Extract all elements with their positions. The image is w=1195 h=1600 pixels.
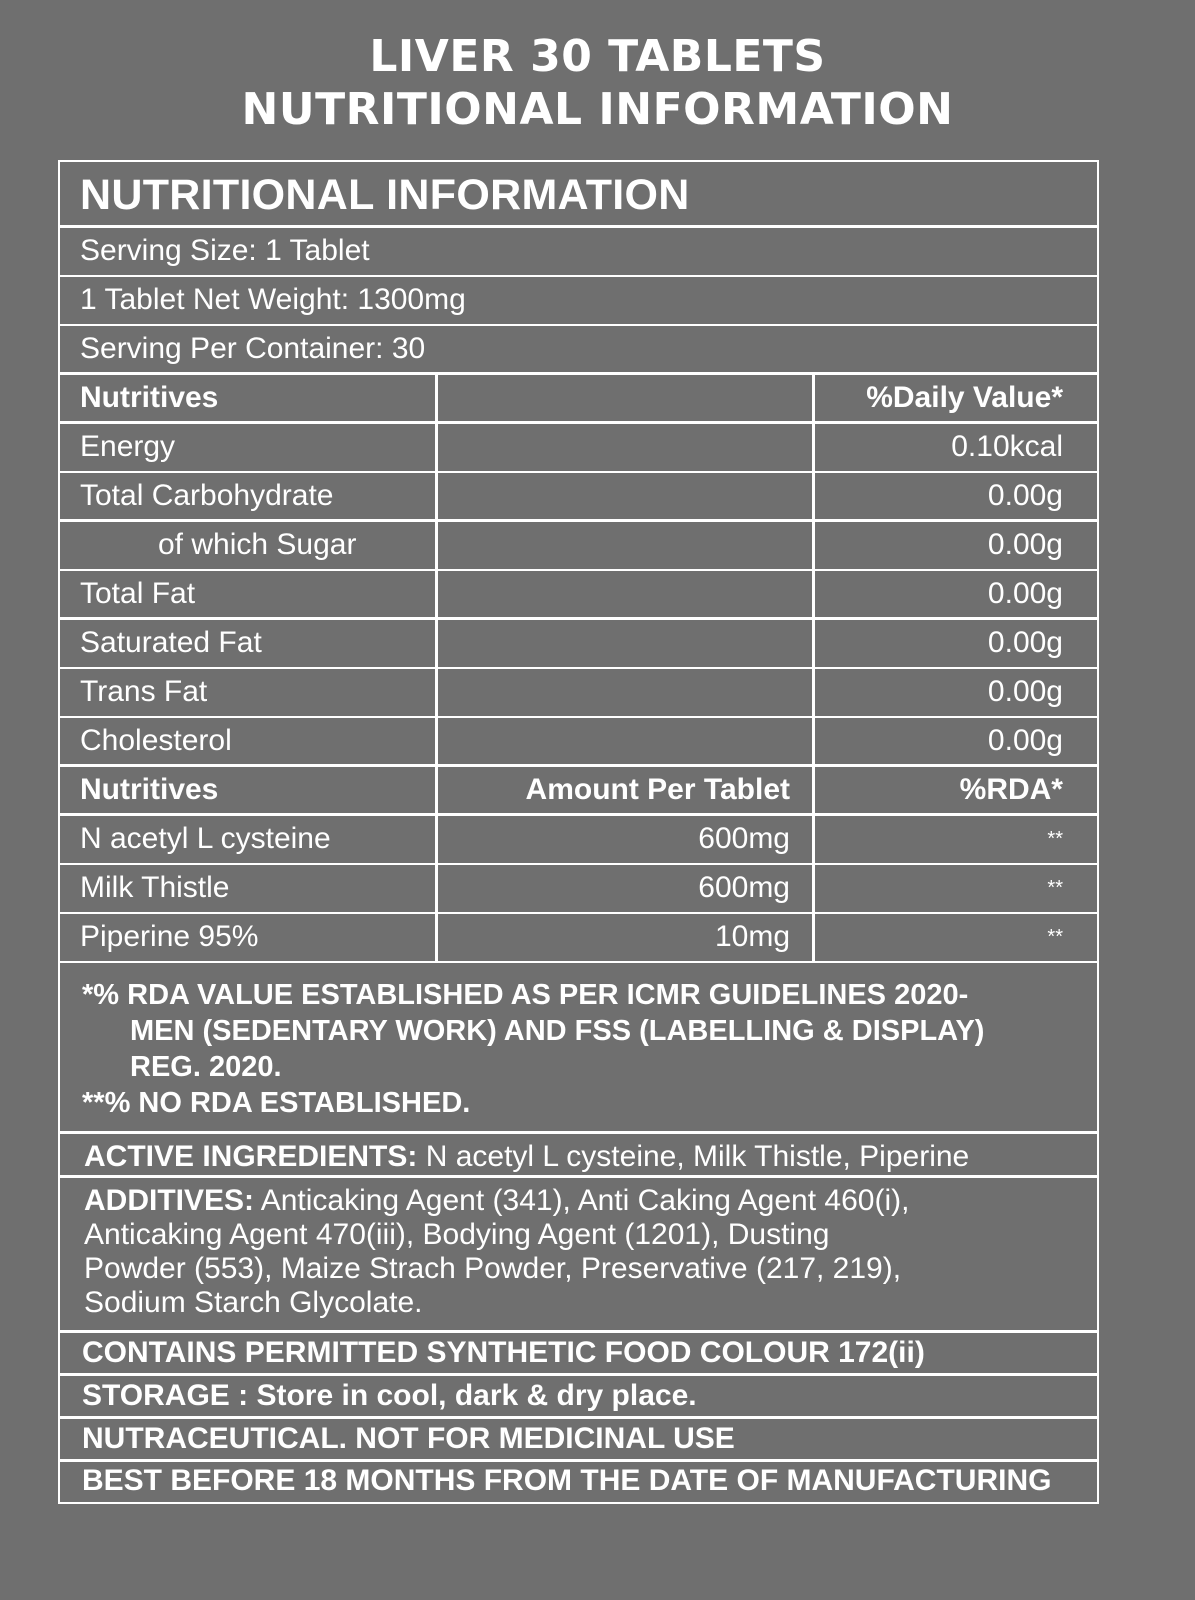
ingredient-rda: ** — [1047, 926, 1063, 948]
table-row — [60, 914, 1097, 963]
nutrient-name: Saturated Fat — [60, 620, 438, 667]
nutrient-name: Energy — [60, 424, 438, 471]
active-ingredients — [60, 1134, 1097, 1178]
active-table-header — [60, 767, 1097, 816]
nutrient-value: 0.00g — [987, 479, 1063, 512]
page-subtitle: NUTRITIONAL INFORMATION — [241, 84, 954, 135]
nutrient-amount — [438, 522, 815, 569]
additives — [60, 1178, 1097, 1333]
ingredient-name: N acetyl L cysteine — [60, 816, 438, 863]
nutrient-value: 0.10kcal — [951, 430, 1063, 463]
table-row — [60, 424, 1097, 473]
page-title — [0, 30, 1195, 136]
ingredient-rda: ** — [1047, 877, 1063, 899]
nutrient-amount — [438, 620, 815, 667]
table-row — [60, 718, 1097, 767]
nutraceutical-statement: NUTRACEUTICAL. NOT FOR MEDICINAL USE — [60, 1419, 1097, 1462]
ingredient-amount: 600mg — [438, 865, 815, 912]
ingredient-rda: ** — [1047, 828, 1063, 850]
active-ingredients-label: ACTIVE INGREDIENTS: — [84, 1140, 418, 1173]
rda-note-line: REG. 2020. — [130, 1051, 282, 1083]
panel-heading: NUTRITIONAL INFORMATION — [60, 162, 1097, 228]
header-nutritives: Nutritives — [60, 375, 438, 421]
nutrient-name: Cholesterol — [60, 718, 438, 764]
ingredient-amount: 10mg — [438, 914, 815, 961]
header-amount-per-tablet: Amount Per Tablet — [438, 767, 815, 813]
additives-label: ADDITIVES: — [84, 1184, 255, 1217]
additives-text: Anticaking Agent 470(iii), Bodying Agent (1201), Dusting — [84, 1218, 830, 1251]
additives-text: Anticaking Agent (341), Anti Caking Agent 460(i), — [254, 1184, 910, 1217]
header-daily-value: %Daily Value* — [866, 381, 1063, 414]
food-colour-statement: CONTAINS PERMITTED SYNTHETIC FOOD COLOUR 172(ii) — [60, 1333, 1097, 1376]
nutrient-amount — [438, 473, 815, 519]
table-row — [60, 473, 1097, 522]
nutrient-amount — [438, 669, 815, 716]
nutrition-panel — [58, 160, 1099, 1504]
nutrient-name: Total Carbohydrate — [60, 473, 438, 519]
rda-note-line: MEN (SEDENTARY WORK) AND FSS (LABELLING & DISPLAY) — [130, 1015, 985, 1047]
nutrition-table-header — [60, 375, 1097, 424]
table-row — [60, 865, 1097, 914]
nutrient-value: 0.00g — [987, 528, 1063, 561]
table-row — [60, 669, 1097, 718]
rda-note-line: *% RDA VALUE ESTABLISHED AS PER ICMR GUIDELINES 2020- — [82, 979, 969, 1011]
header-amount-empty — [438, 375, 815, 421]
nutrient-name: Trans Fat — [60, 669, 438, 716]
nutrient-value: 0.00g — [987, 626, 1063, 659]
serving-size: Serving Size: 1 Tablet — [60, 228, 1097, 277]
servings-per-container: Serving Per Container: 30 — [60, 326, 1097, 375]
rda-notes — [60, 963, 1097, 1134]
ingredient-name: Piperine 95% — [60, 914, 438, 961]
table-row — [60, 522, 1097, 571]
storage-statement: STORAGE : Store in cool, dark & dry place. — [60, 1376, 1097, 1419]
nutrient-value: 0.00g — [987, 724, 1063, 757]
nutrient-name: Total Fat — [60, 571, 438, 617]
additives-text: Powder (553), Maize Strach Powder, Preservative (217, 219), — [84, 1252, 902, 1285]
table-row — [60, 571, 1097, 620]
active-ingredients-text: N acetyl L cysteine, Milk Thistle, Piperine — [417, 1140, 970, 1173]
best-before-statement: BEST BEFORE 18 MONTHS FROM THE DATE OF MANUFACTURING — [82, 1464, 1052, 1497]
table-row — [60, 620, 1097, 669]
nutrient-name: of which Sugar — [60, 522, 438, 569]
table-row — [60, 816, 1097, 865]
ingredient-amount: 600mg — [438, 816, 815, 863]
nutrient-amount — [438, 718, 815, 764]
product-title: LIVER 30 TABLETS — [369, 31, 826, 82]
no-rda-note: **% NO RDA ESTABLISHED. — [82, 1087, 471, 1119]
ingredient-name: Milk Thistle — [60, 865, 438, 912]
nutrient-amount — [438, 424, 815, 471]
nutrient-amount — [438, 571, 815, 617]
header-rda: %RDA* — [959, 773, 1063, 806]
net-weight: 1 Tablet Net Weight: 1300mg — [60, 277, 1097, 326]
nutrient-value: 0.00g — [987, 675, 1063, 708]
nutrient-value: 0.00g — [987, 577, 1063, 610]
additives-text: Sodium Starch Glycolate. — [84, 1286, 423, 1319]
header-nutritives: Nutritives — [60, 767, 438, 813]
